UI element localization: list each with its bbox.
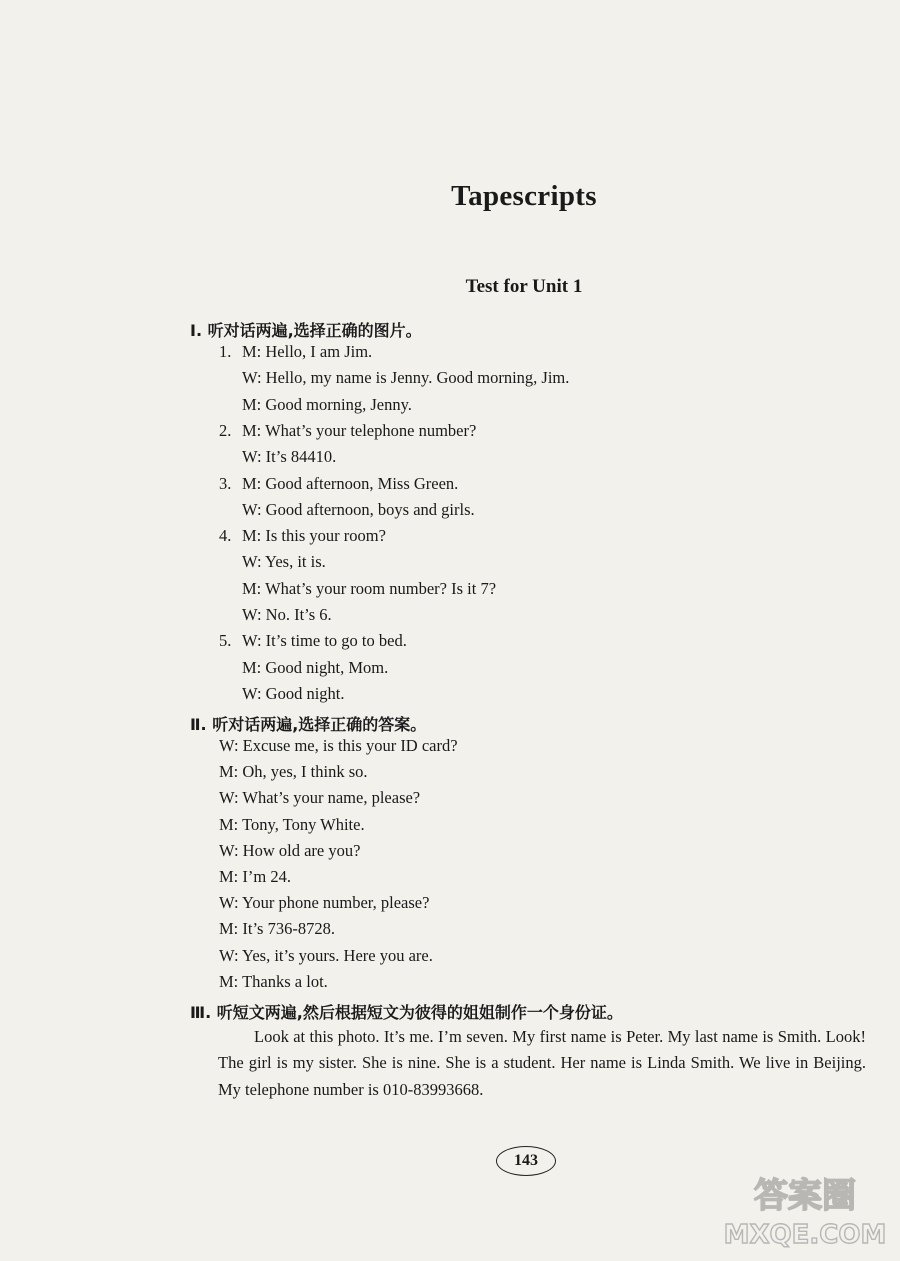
- dialogue-text: W: Yes, it is.: [242, 552, 326, 572]
- section-2-heading: Ⅱ. 听对话两遍,选择正确的答案。: [190, 715, 427, 734]
- section-1-heading: Ⅰ. 听对话两遍,选择正确的图片。: [190, 321, 422, 340]
- dialogue-line: W: What’s your name, please?: [219, 788, 421, 808]
- dialogue-line: [219, 500, 475, 520]
- dialogue-line: [219, 474, 458, 494]
- dialogue-line: [219, 342, 372, 362]
- dialogue-line: M: Tony, Tony White.: [219, 814, 365, 834]
- dialogue-line: [219, 368, 569, 388]
- dialogue-line: [219, 552, 326, 572]
- dialogue-line: [219, 605, 332, 625]
- item-number: 2.: [219, 420, 232, 440]
- dialogue-text: M: Good afternoon, Miss Green.: [242, 473, 459, 493]
- dialogue-text: M: What’s your telephone number?: [242, 420, 477, 440]
- dialogue-line: W: Your phone number, please?: [219, 893, 430, 913]
- dialogue-text: M: Good morning, Jenny.: [242, 394, 412, 414]
- dialogue-text: W: It’s time to go to bed.: [242, 631, 407, 651]
- item-number: 5.: [219, 631, 232, 651]
- dialogue-line: [219, 395, 412, 415]
- dialogue-line: [219, 631, 407, 651]
- item-number: 3.: [219, 473, 232, 493]
- dialogue-line: W: Yes, it’s yours. Here you are.: [219, 945, 433, 965]
- section-3-paragraph: Look at this photo. It’s me. I’m seven. My first name is Peter. My last name is Smith. Look! The girl is my sister. She is nine. She is a student. Her name is Linda Smith. We live in Beijing. My telephone number is 010-83993668.: [218, 1027, 866, 1099]
- dialogue-line: [219, 684, 345, 704]
- dialogue-line: M: I’m 24.: [219, 867, 291, 886]
- unit-subtitle: Test for Unit 1: [465, 276, 583, 297]
- dialogue-line: W: Excuse me, is this your ID card?: [219, 736, 458, 755]
- watermark-bottom-text: MXQE.COM: [723, 1220, 887, 1250]
- item-number: 4.: [219, 526, 232, 546]
- dialogue-line: W: How old are you?: [219, 840, 361, 860]
- dialogue-text: W: No. It’s 6.: [242, 605, 332, 624]
- dialogue-text: M: What’s your room number? Is it 7?: [242, 578, 497, 598]
- dialogue-line: M: Thanks a lot.: [219, 971, 328, 991]
- dialogue-line: [219, 579, 496, 599]
- dialogue-text: M: Is this your room?: [242, 526, 386, 546]
- dialogue-text: M: Good night, Mom.: [242, 657, 389, 677]
- dialogue-line: [219, 526, 386, 546]
- dialogue-text: W: Good night.: [242, 683, 345, 703]
- item-number: 1.: [219, 342, 232, 361]
- dialogue-text: W: Good afternoon, boys and girls.: [242, 499, 475, 519]
- dialogue-line: M: It’s 736-8728.: [219, 919, 335, 939]
- page-title: Tapescripts: [451, 180, 597, 212]
- page-number: 143: [496, 1146, 556, 1176]
- section-3-heading: Ⅲ. 听短文两遍,然后根据短文为彼得的姐姐制作一个身份证。: [190, 1003, 623, 1022]
- dialogue-text: M: Hello, I am Jim.: [242, 342, 373, 361]
- dialogue-line: [219, 447, 336, 467]
- dialogue-line: [219, 421, 476, 441]
- watermark-top-text: 答案圈: [754, 1176, 856, 1216]
- dialogue-text: W: It’s 84410.: [242, 447, 337, 467]
- watermark-logo: [720, 1167, 890, 1251]
- dialogue-line: M: Oh, yes, I think so.: [219, 762, 368, 782]
- dialogue-text: W: Hello, my name is Jenny. Good morning, Jim.: [242, 368, 570, 388]
- dialogue-line: [219, 658, 388, 678]
